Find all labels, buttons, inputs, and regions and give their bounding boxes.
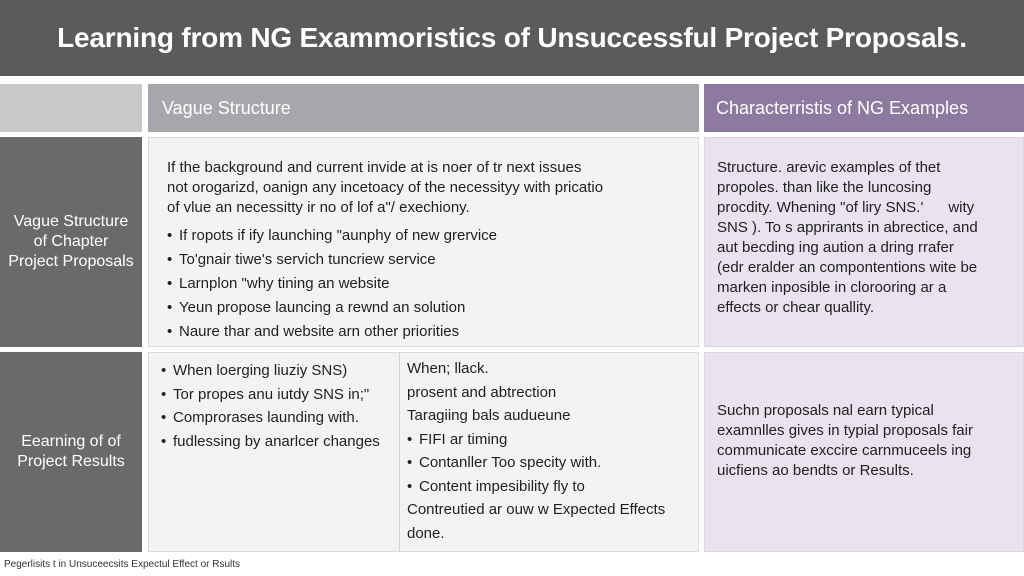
row1-middle-cell: [148, 137, 699, 347]
row-label-learning-results: [0, 352, 142, 552]
bullet-icon: •: [407, 454, 413, 471]
list-item: • If ropots if ify launching "aunphy of new grervice: [167, 224, 688, 248]
row2-right-text-line: Suchn proposals nal earn typical: [717, 402, 934, 419]
row1-right-line: propoles. than like the luncosing: [717, 179, 932, 196]
list-item: • When loerging liuziy SNS): [161, 359, 401, 383]
header-ng-characteristics: Characterristis of NG Examples: [704, 84, 1024, 132]
row2-right-tail-line: done.: [407, 524, 445, 542]
bullet-icon: •: [167, 251, 173, 268]
bullet-icon: •: [167, 299, 173, 316]
title-bar: [0, 0, 1024, 76]
list-item: • To'gnair tiwe's servich tuncriew service: [167, 248, 688, 272]
bullet-icon: •: [161, 409, 167, 426]
row2-right-tail-line: Contreutied ar ouw w Expected Effects: [407, 501, 666, 518]
row1-right-line: Structure. arevic examples of thet: [717, 159, 941, 176]
bullet-icon: •: [407, 430, 413, 448]
list-item: • Tor propes anu iutdy SNS in;": [161, 383, 401, 407]
header-vague-structure: Vague Structure: [148, 84, 699, 132]
bullet-icon: •: [161, 362, 167, 379]
row1-right-cell: [704, 137, 1024, 347]
row2-middle-left-column: [161, 359, 401, 453]
row-label-vague-structure: [0, 137, 142, 347]
row2-right-bullet-list: [407, 428, 692, 499]
row1-right-line: SNS ). To s apprirants in abrectice, and: [717, 219, 978, 236]
bullet-icon: •: [167, 227, 173, 244]
row2-middle-right-column: [407, 357, 692, 545]
row-label-text: Eearning of of Project Results: [17, 433, 125, 470]
row1-right-line: (edr eralder an compontentions wite be: [717, 259, 978, 276]
row1-right-line: effects or chear quallity.: [717, 299, 875, 316]
row2-left-bullet-list: [161, 359, 401, 453]
list-item: • Contanller Too specity with.: [407, 451, 692, 475]
row1-middle-line: If the background and current invide at is noer of tr next issues: [167, 159, 582, 176]
row1-middle-line: of vlue an necessitty ir no of lof a"/ exechiony.: [167, 199, 470, 216]
row1-right-line: procdity. Whening "of liry SNS.' wity: [717, 199, 975, 216]
list-item: • Content impesibility fly to: [407, 475, 692, 499]
footer-caption: Pegerlisits t in Unsuceecsits Expectul Effect or Rsults: [4, 559, 241, 570]
row1-right-line: aut becding ing aution a dring rrafer: [717, 239, 954, 256]
list-item: • Larnplon "why tining an website: [167, 272, 688, 296]
row1-middle-line: not orogarizd, oanign any incetoacy of the necessityy with pricatio: [167, 179, 604, 196]
row2-right-line: prosent and abtrection: [407, 383, 557, 401]
bullet-icon: •: [167, 275, 173, 292]
row2-middle-cell: [148, 352, 699, 552]
row2-right-text-line: examnlles gives in typial proposals fair: [717, 422, 973, 439]
row2-right-text-line: communicate exccire carnmuceels ing: [717, 442, 972, 459]
page-title: Learning from NG Exammoristics of Unsuccessful Project Proposals.: [57, 22, 967, 53]
header-blank-cell: [0, 84, 142, 132]
row2-right-line: Taragiing bals audueune: [407, 407, 571, 424]
row1-middle-bullet-list: [167, 224, 688, 344]
row2-right-cell: [704, 352, 1024, 552]
list-item: • FIFI ar timing: [407, 428, 692, 452]
bullet-icon: •: [161, 385, 167, 403]
bullet-icon: •: [167, 323, 173, 340]
column-divider: [399, 353, 400, 551]
row1-right-line: marken inposible in clorooring ar a: [717, 279, 947, 296]
bullet-icon: •: [161, 432, 167, 450]
row2-right-text-line: uicfiens ao bendts or Results.: [717, 462, 914, 479]
list-item: • Yeun propose launcing a rewnd an solution: [167, 296, 688, 320]
row-label-text: Vague Structure of Chapter Project Proposals: [8, 213, 134, 270]
list-item: • Naure thar and website arn other priorities: [167, 320, 688, 344]
row2-right-line: When; llack.: [407, 360, 489, 377]
list-item: • fudlessing by anarlcer changes: [161, 430, 401, 454]
list-item: • Comprorases launding with.: [161, 406, 401, 430]
bullet-icon: •: [407, 477, 413, 495]
